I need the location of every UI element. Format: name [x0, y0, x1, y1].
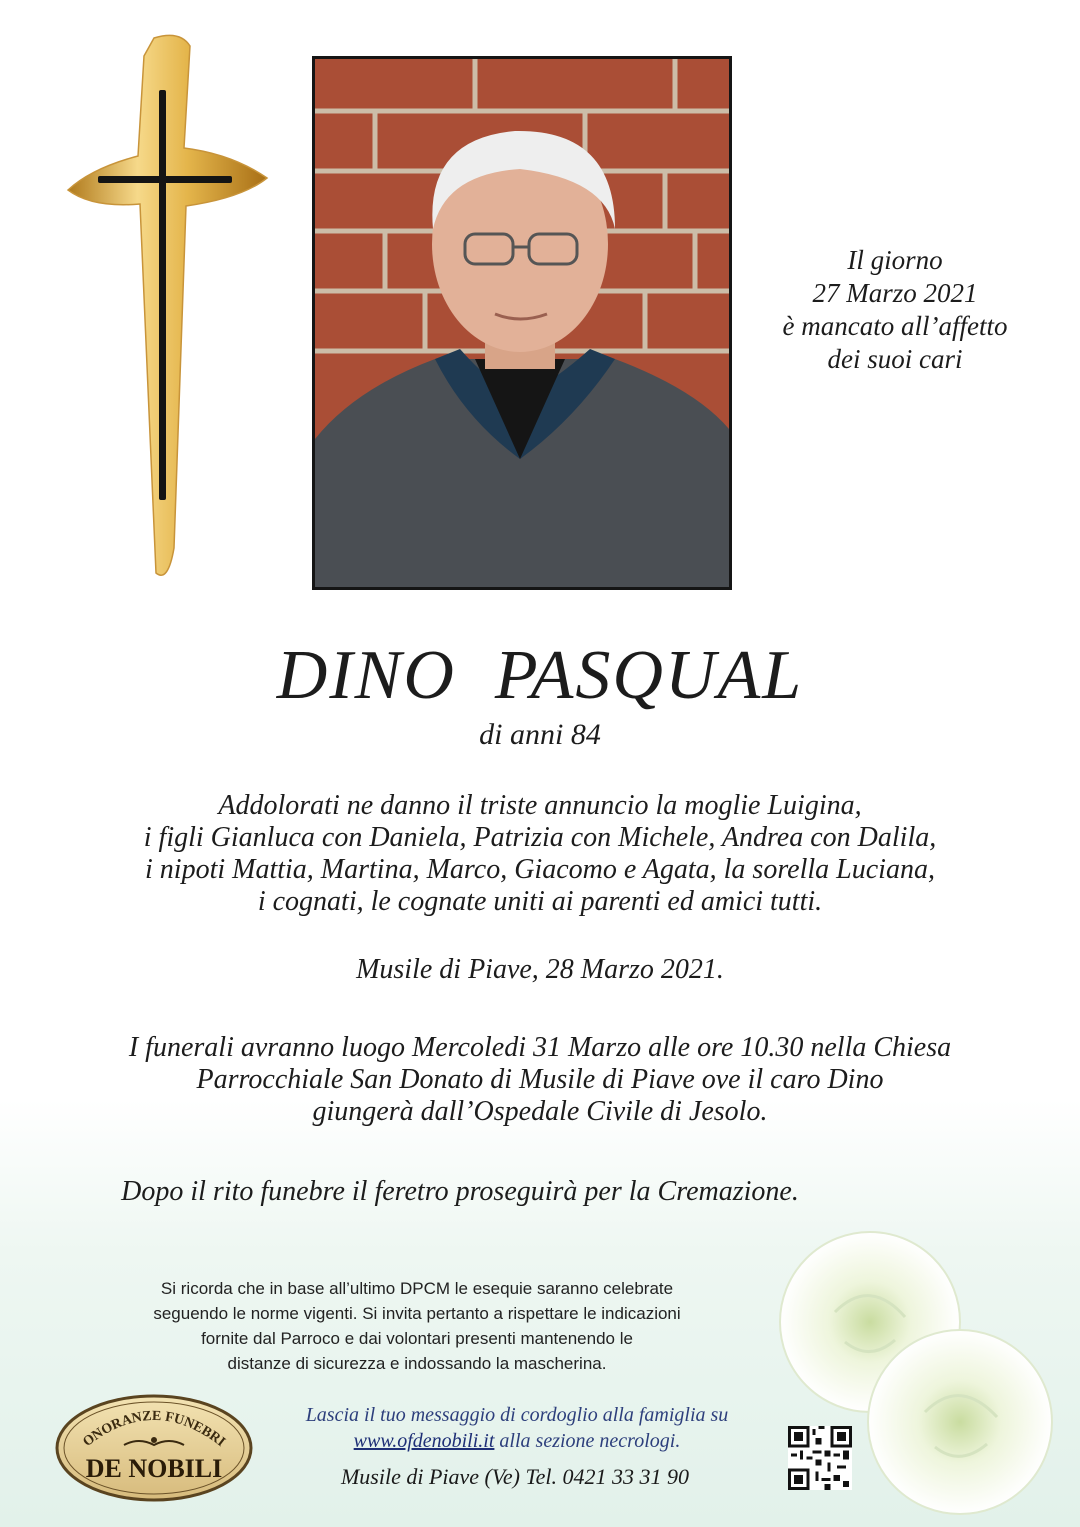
deceased-age: di anni 84 [479, 718, 601, 751]
covid-notice-line: distanze di sicurezza e indossando la mascherina. [227, 1354, 607, 1373]
date-notice-line: Il giorno [847, 245, 943, 275]
condolence-line-suffix: alla sezione necrologi. [494, 1430, 681, 1452]
condolence-message [252, 1402, 782, 1454]
announcement-line: Addolorati ne danno il triste annuncio la moglie Luigina, [218, 790, 862, 821]
logo-arc-text: ONORANZE FUNEBRI [80, 1408, 228, 1450]
contact-line: Musile di Piave (Ve) Tel. 0421 33 31 90 [340, 1464, 690, 1489]
place-date: Musile di Piave, 28 Marzo 2021. [356, 954, 724, 985]
funeral-line: I funerali avranno luogo Mercoledi 31 Marzo alle ore 10.30 nella Chiesa [128, 1032, 952, 1063]
date-notice-line: è mancato all’affetto [782, 311, 1008, 341]
announcement-line: i cognati, le cognate uniti ai parenti ed amici tutti. [257, 886, 823, 917]
funeral-line: Parrocchiale San Donato di Musile di Piave ove il caro Dino [196, 1064, 884, 1095]
cross-icon [62, 28, 272, 588]
date-notice [750, 244, 1040, 376]
announcement-paragraph [40, 790, 1040, 918]
covid-notice [72, 1276, 762, 1376]
logo-name: DE NOBILI [85, 1454, 223, 1483]
announcement-line: i figli Gianluca con Daniela, Patrizia con Michele, Andrea con Dalila, [143, 822, 937, 853]
qr-code-icon[interactable] [788, 1426, 852, 1490]
deceased-name: DINO PASQUAL [276, 637, 804, 714]
date-notice-date: 27 Marzo 2021 [812, 278, 978, 308]
portrait-photo [312, 56, 732, 590]
funeral-home-logo [54, 1393, 254, 1503]
date-notice-line: dei suoi cari [827, 344, 963, 374]
funeral-paragraph [40, 1032, 1040, 1128]
cremation-note: Dopo il rito funebre il feretro proseguirà per la Cremazione. [121, 1176, 799, 1207]
covid-notice-line: seguendo le norme vigenti. Si invita pertanto a rispettare le indicazioni [153, 1304, 681, 1323]
covid-notice-line: Si ricorda che in base all’ultimo DPCM le esequie saranno celebrate [160, 1279, 674, 1298]
covid-notice-line: fornite dal Parroco e dai volontari presenti mantenendo le [201, 1329, 633, 1348]
announcement-line: i nipoti Mattia, Martina, Marco, Giacomo e Agata, la sorella Luciana, [145, 854, 935, 885]
condolence-line: Lascia il tuo messaggio di cordoglio alla famiglia su [305, 1404, 729, 1426]
funeral-line: giungerà dall’Ospedale Civile di Jesolo. [312, 1096, 768, 1127]
website-link[interactable]: www.ofdenobili.it [353, 1430, 495, 1452]
